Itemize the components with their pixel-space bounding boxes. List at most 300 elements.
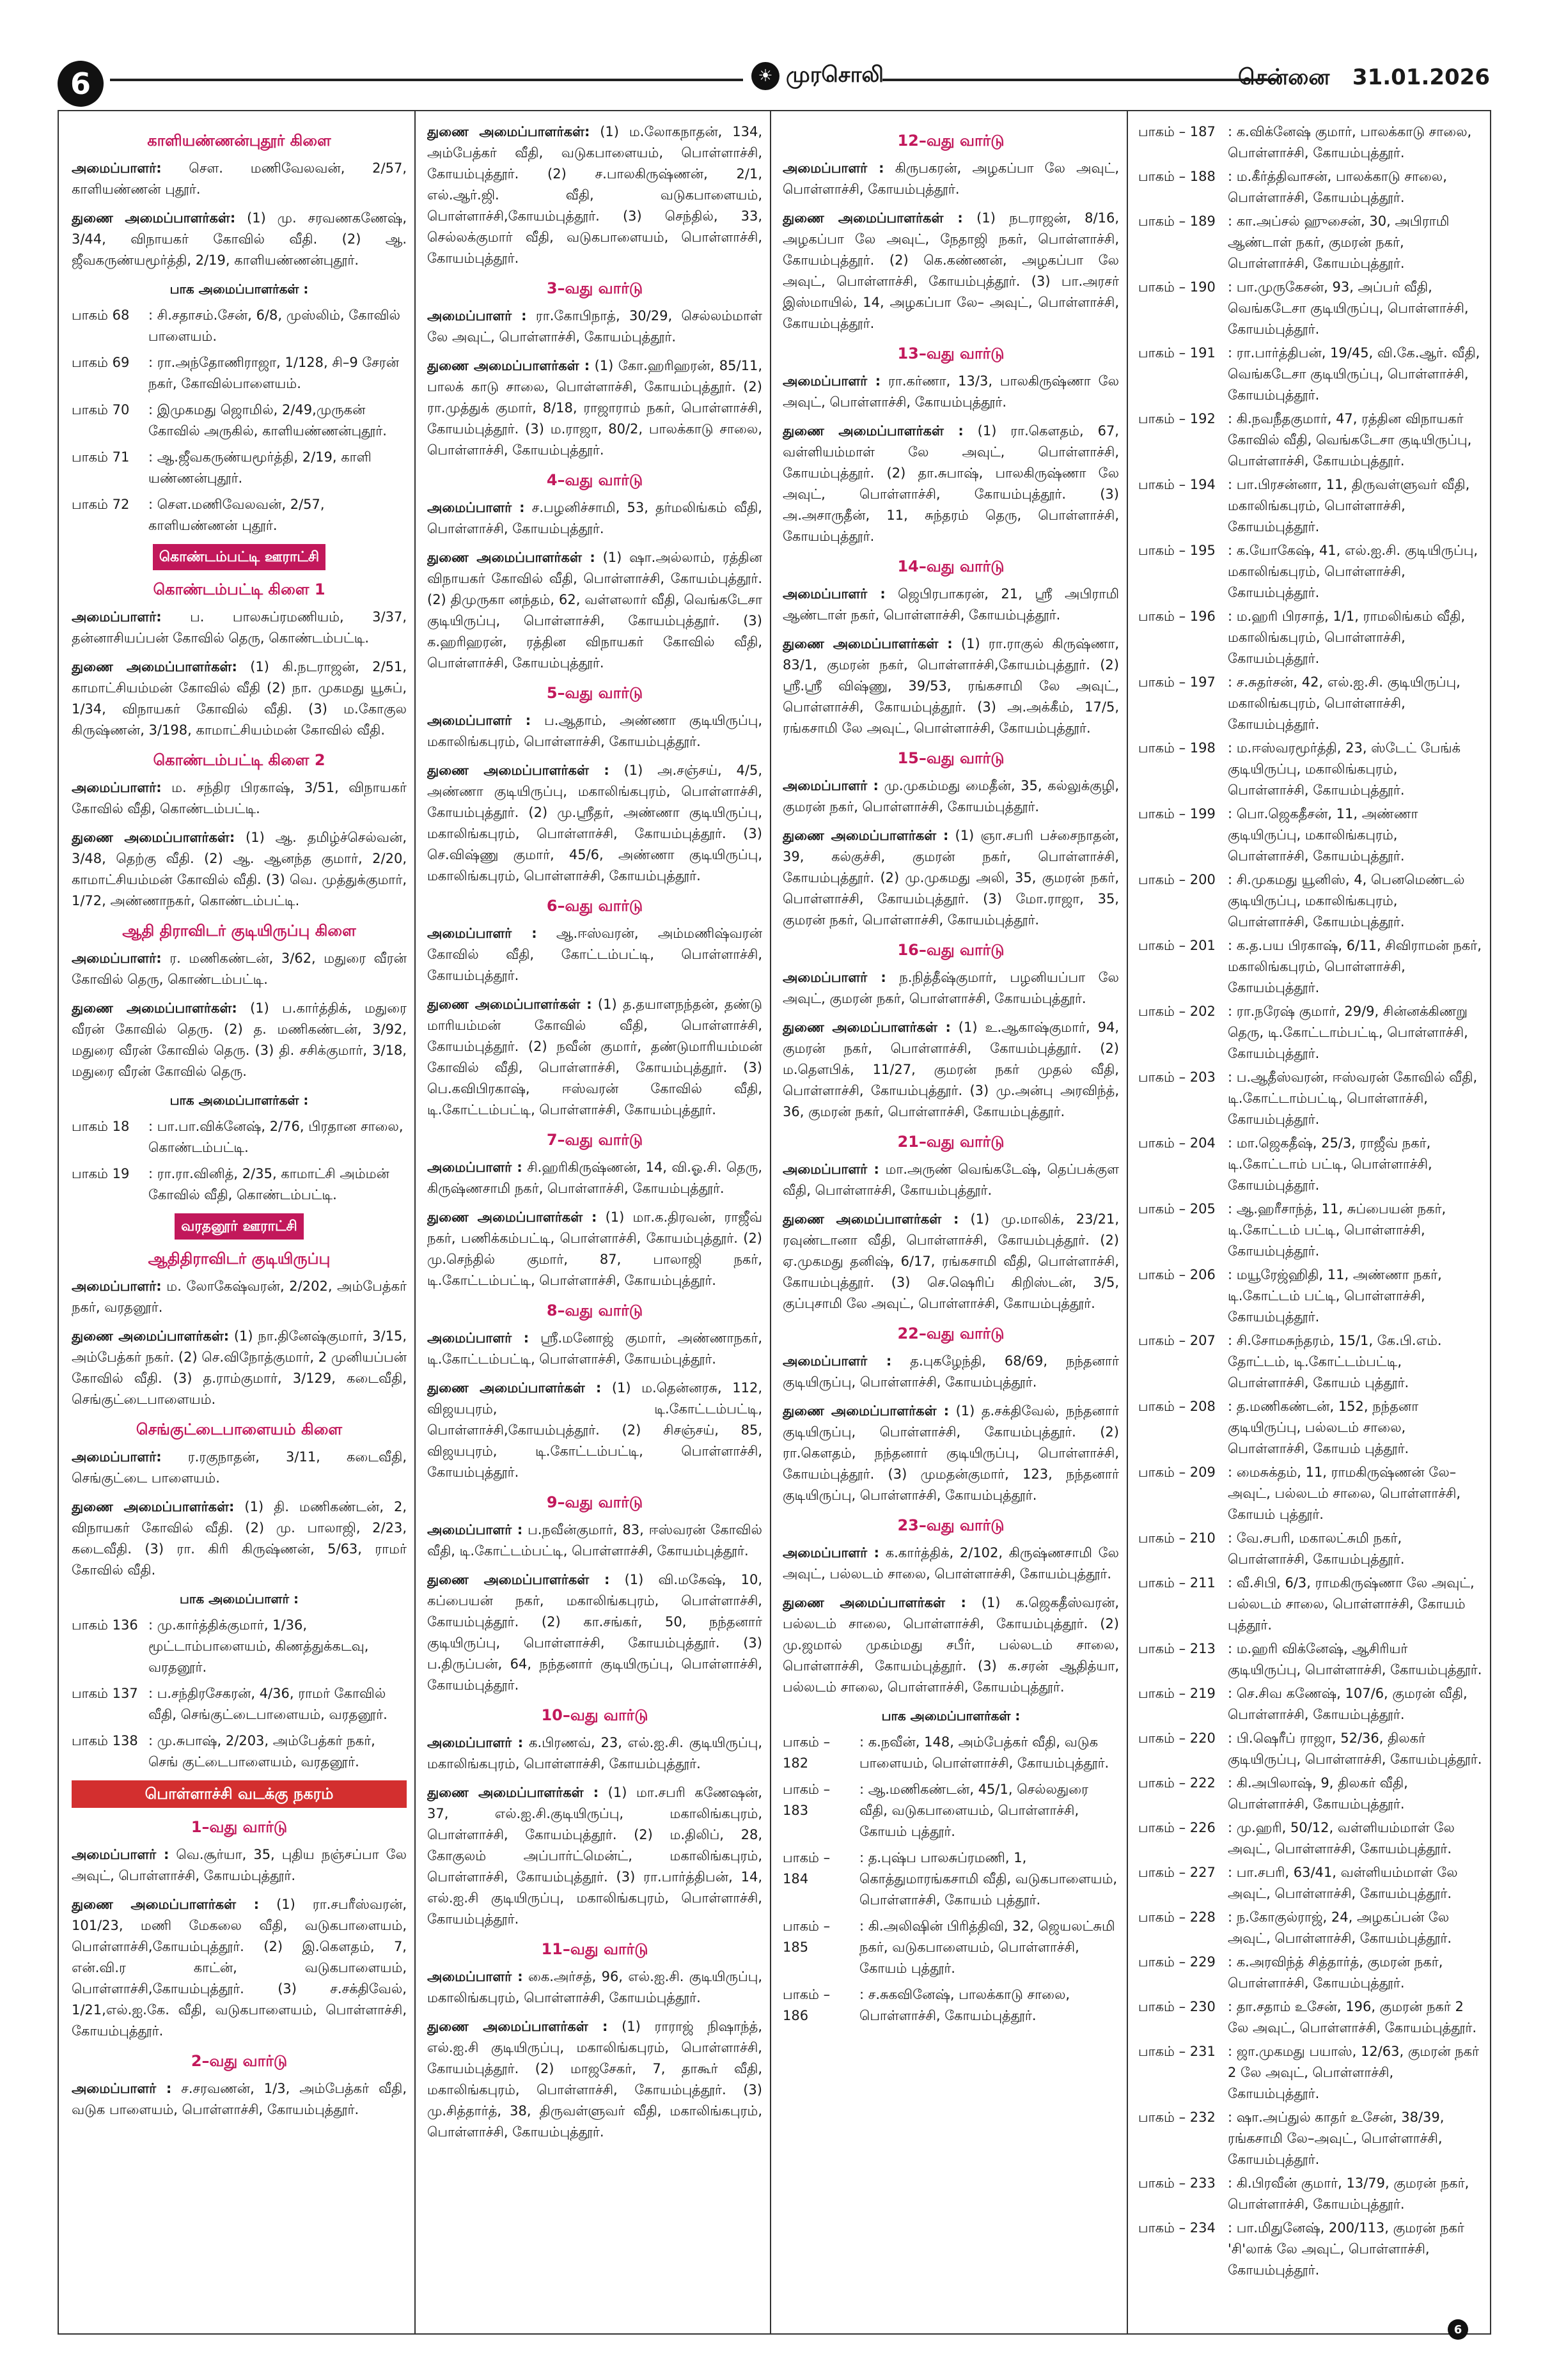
booth-number: பாகம் – 220 xyxy=(1138,1731,1216,1746)
role-label: அமைப்பாளர் : xyxy=(783,160,884,176)
booth-entry xyxy=(1138,738,1482,801)
booth-number: பாகம் 72 xyxy=(72,497,130,512)
entry-text: (1) மா.சபரி கணேஷன், 37, எல்.ஐ.சி.குடியிருப்பு, மகாலிங்கபுரம், பொள்ளாச்சி, கோயம்புத்தூர். (2) ம.திலிப், 28, கோகுலம் அப்பார்ட்மென்ட், மகாலிங்கபுரம், பொள்ளாச்சி, கோயம்புத்தூர். (3) ரா.பார்த்திபன், 14, எல்.ஐ.சி குடியிருப்பு, மகாலிங்கபுரம், பொள்ளாச்சி, கோயம்புத்தூர். xyxy=(427,1785,762,1927)
booth-details: : மா.ஜெகதீஷ், 25/3, ராஜீவ் நகர், டி.கோட்டாம் பட்டி, பொள்ளாச்சி, கோயம்புத்தூர். xyxy=(1228,1135,1432,1193)
booth-entry xyxy=(1138,408,1482,472)
entry-text: (1) வி.மகேஷ், 10, கப்பையன் நகர், மகாலிங்கபுரம், பொள்ளாச்சி, கோயம்புத்தூர். (2) கா.சங்கர், 50, நந்தனார் குடியிருப்பு, பொள்ளாச்சி, கோயம்புத்தூர். (3) ப.திருப்பன், 64, நந்தனார் குடியிருப்பு, பொள்ளாச்சி, கோயம்புத்தூர். xyxy=(427,1572,762,1693)
entry-text: (1) ஞா.சபரி பச்சைநாதன், 39, கல்குச்சி, குமரன் நகர், பொள்ளாச்சி, கோயம்புத்தூர். (2) மு.முகமது அலி, 35, குமரன் நகர், பொள்ளாச்சி, கோயம்புத்தூர். (3) மோ.ராஜா, 35, குமரன் நகர், பொள்ளாச்சி, கோயம்புத்தூர். xyxy=(783,828,1119,928)
section-heading: 23–வது வார்டு xyxy=(897,1516,1005,1534)
entry-text: ச.சரவணன், 1/3, அம்பேத்கர் வீதி, வடுக பாளையம், பொள்ளாச்சி, கோயம்புத்தூர். xyxy=(72,2081,407,2117)
booth-number: பாகம் – 234 xyxy=(1138,2220,1216,2236)
role-label: துணை அமைப்பாளர்கள் : xyxy=(427,997,592,1012)
booth-entry xyxy=(1138,1862,1482,1904)
role-label: அமைப்பாளர் : xyxy=(427,926,537,941)
column-divider xyxy=(414,110,416,2335)
booth-details: : ம.ஹரி பிரசாத், 1/1, ராமலிங்கம் வீதி, மகாலிங்கபுரம், பொள்ளாச்சி, கோயம்புத்தூர். xyxy=(1228,609,1466,666)
booth-entry xyxy=(1138,343,1482,406)
entry-paragraph xyxy=(783,421,1119,547)
subheading: பாக அமைப்பாளர்கள் : xyxy=(169,1093,309,1108)
booth-details: : இமுகமது ஜொமில், 2/49,முருகன் கோவில் அருகில், காளியண்ணன்புதூர். xyxy=(148,402,387,439)
role-label: அமைப்பாளர் : xyxy=(427,1735,524,1750)
entry-paragraph xyxy=(783,967,1119,1009)
section-heading: 22–வது வார்டு xyxy=(897,1325,1005,1342)
booth-entry xyxy=(1138,1528,1482,1570)
role-label: அமைப்பாளர் : xyxy=(783,1545,879,1560)
booth-entry xyxy=(1138,804,1482,867)
booth-entry xyxy=(1138,2107,1482,2170)
entry-text: சௌ. மணிவேலவன், 2/57, காளியண்ணன் புதூர். xyxy=(72,160,407,197)
entry-paragraph xyxy=(427,760,762,887)
booth-details: : மு.சுபாஷ், 2/203, அம்பேத்கர் நகர், செங் குட்டைபாளையம், வரதனூர். xyxy=(148,1733,375,1769)
role-label: அமைப்பாளர் : xyxy=(783,778,879,793)
entry-paragraph xyxy=(72,1276,407,1318)
booth-number: பாகம் – 209 xyxy=(1138,1465,1216,1480)
booth-entry xyxy=(72,447,407,489)
entry-text: ப.நவீன்குமார், 83, ஈஸ்வரன் கோவில் வீதி, டி.கோட்டம்பட்டி, பொள்ளாச்சி, கோயம்புத்தூர். xyxy=(427,1522,762,1559)
entry-text: ந.நித்தீஷ்குமார், பழனியப்பா லே அவுட், குமரன் நகர், பொள்ளாச்சி, கோயம்புத்தூர். xyxy=(783,970,1119,1006)
entry-text: ர.ரகுநாதன், 3/11, கடைவீதி, செங்குட்டை பாளையம். xyxy=(72,1449,407,1486)
entry-text: ச.பழனிச்சாமி, 53, தர்மலிங்கம் வீதி, பொள்ளாச்சி, கோயம்புத்தூர். xyxy=(427,500,762,536)
booth-details: : ஆ.மணிகண்டன், 45/1, செல்லதுரை வீதி, வடுகபாளையம், பொள்ளாச்சி, கோயம் புத்தூர். xyxy=(859,1782,1088,1839)
booth-details: : சி.முகமது யூனிஸ், 4, பெனமெண்டல் குடியிருப்பு, மகாலிங்கபுரம், பொள்ளாச்சி, கோயம்புத்தூர். xyxy=(1228,872,1465,929)
section-heading: செங்குட்டைபாளையம் கிளை xyxy=(136,1420,343,1438)
booth-entry xyxy=(1138,606,1482,669)
booth-details: : தா.சதாம் உசேன், 196, குமரன் நகர் 2 லே அவுட், பொள்ளாச்சி, கோயம்புத்தூர். xyxy=(1228,1999,1477,2035)
role-label: துணை அமைப்பாளர்கள்: xyxy=(72,659,237,674)
column-divider xyxy=(770,110,771,2335)
booth-entry xyxy=(1138,1638,1482,1681)
section-banner: பொள்ளாச்சி வடக்கு நகரம் xyxy=(72,1780,407,1808)
booth-entry xyxy=(72,1683,407,1725)
role-label: அமைப்பாளர்: xyxy=(72,1449,162,1465)
booth-details: : சி.சோமசுந்தரம், 15/1, கே.பி.எம். தோட்டம், டி.கோட்டம்பட்டி, பொள்ளாச்சி, கோயம் புத்தூர். xyxy=(1228,1333,1442,1390)
booth-number: பாகம் – 226 xyxy=(1138,1820,1216,1835)
booth-entry xyxy=(1138,1728,1482,1770)
entry-paragraph xyxy=(783,371,1119,413)
booth-number: பாகம் – 213 xyxy=(1138,1641,1216,1656)
booth-details: : பா.மிதுனேஷ், 200/113, குமரன் நகர் 'சி'லாக் லே அவுட், பொள்ளாச்சி, கோயம்புத்தூர். xyxy=(1228,2220,1464,2278)
entry-paragraph xyxy=(783,1401,1119,1506)
booth-number: பாகம் 137 xyxy=(72,1686,138,1701)
column-2 xyxy=(427,121,762,2321)
booth-number: பாகம் – 229 xyxy=(1138,1954,1216,1970)
booth-details: : செ.சிவ கணேஷ், 107/6, குமரன் வீதி, பொள்ளாச்சி, கோயம்புத்தூர். xyxy=(1228,1686,1468,1722)
entry-paragraph xyxy=(427,1520,762,1562)
section-heading: 11–வது வார்டு xyxy=(541,1940,648,1958)
entry-text: (1) உ.ஆகாஷ்குமார், 94, குமரன் நகர், பொள்ளாச்சி, கோயம்புத்தூர். (2) ம.தௌபிக், 11/27, குமரன் நகர் முதல் வீதி, பொள்ளாச்சி, கோயம்புத்தூர். (3) மு.அன்பு அரவிந்த், 36, குமரன் நகர், பொள்ளாச்சி, கோயம்புத்தூர். xyxy=(783,1020,1119,1119)
role-label: அமைப்பாளர் : xyxy=(427,1160,522,1175)
booth-number: பாகம் 69 xyxy=(72,355,130,370)
booth-number: பாகம் – 204 xyxy=(1138,1135,1216,1151)
role-label: அமைப்பாளர் : xyxy=(783,1353,892,1369)
section-heading: 10–வது வார்டு xyxy=(541,1706,648,1724)
section-heading: 12–வது வார்டு xyxy=(897,132,1005,150)
booth-number: பாகம் – 208 xyxy=(1138,1399,1216,1414)
booth-entry xyxy=(72,1116,407,1158)
entry-text: க.பிரணவ், 23, எல்.ஐ.சி. குடியிருப்பு, மகாலிங்கபுரம், பொள்ளாச்சி, கோயம்புத்தூர். xyxy=(427,1735,762,1771)
booth-number: பாகம் – 211 xyxy=(1138,1575,1216,1591)
header-rule-right xyxy=(882,79,1279,81)
page-header xyxy=(58,61,1490,99)
role-label: அமைப்பாளர் : xyxy=(427,308,527,323)
entry-paragraph xyxy=(783,825,1119,931)
booth-details: : ரா.அந்தோணிராஜா, 1/128, சி–9 சேரன் நகர், கோவில்பாளையம். xyxy=(148,355,400,391)
role-label: அமைப்பாளர் : xyxy=(427,1969,523,1984)
booth-number: பாகம் – 201 xyxy=(1138,938,1216,953)
booth-number: பாகம் – 183 xyxy=(783,1782,831,1818)
booth-entry xyxy=(1138,672,1482,735)
entry-paragraph xyxy=(72,777,407,820)
entry-text: (1) ப.கார்த்திக், மதுரை வீரன் கோவில் தெரு. (2) த. மணிகண்டன், 3/92, மதுரை வீரன் கோவில் தெரு. (3) தி. சசிக்குமார், 3/18, மதுரை வீரன் கோவில் தெரு. xyxy=(72,1000,407,1079)
entry-paragraph xyxy=(427,1328,762,1370)
booth-entry xyxy=(1138,2218,1482,2281)
booth-details: : கி.நவநீதகுமார், 47, ரத்தின விநாயகர் கோவில் வீதி, வெங்கடேசா குடியிருப்பு, பொள்ளாச்சி, கோயம்புத்தூர். xyxy=(1228,411,1472,469)
entry-paragraph xyxy=(427,710,762,752)
entry-paragraph xyxy=(72,1326,407,1410)
booth-entry xyxy=(1138,935,1482,999)
role-label: அமைப்பாளர் : xyxy=(783,373,881,389)
entry-text: ம. சந்திர பிரகாஷ், 3/51, விநாயகர் கோவில் வீதி, கொண்டம்பட்டி. xyxy=(72,780,407,816)
role-label: துணை அமைப்பாளர்கள் : xyxy=(427,1785,599,1800)
booth-details: : ஆ.ஜீவகருண்யமூர்த்தி, 2/19, காளி யண்ணன்புதூர். xyxy=(148,449,372,486)
entry-paragraph xyxy=(72,158,407,200)
role-label: துணை அமைப்பாளர்கள் : xyxy=(427,1380,602,1396)
entry-text: சி.ஹரிகிருஷ்ணன், 14, வி.ஓ.சி. தெரு, கிருஷ்ணசாமி நகர், பொள்ளாச்சி, கோயம்புத்தூர். xyxy=(427,1160,762,1196)
entry-text: (1) நடராஜன், 8/16, அழகப்பா லே அவுட், நேதாஜி நகர், பொள்ளாச்சி, கோயம்புத்தூர். (2) கெ.கண்ணன், அழகப்பா லே அவுட், பொள்ளாச்சி, கோயம்புத்தூர். (3) பா.அரசர் இஸ்மாயில், 14, அழகப்பா லே– அவுட், பொள்ளாச்சி, கோயம்புத்தூர். xyxy=(783,210,1119,331)
role-label: துணை அமைப்பாளர்கள் : xyxy=(783,1211,959,1227)
role-label: அமைப்பாளர் : xyxy=(427,1522,523,1537)
section-heading: ஆதி திராவிடர் குடியிருப்பு கிளை xyxy=(122,922,356,940)
booth-details: : ச.சுகவினேஷ், பாலக்காடு சாலை, பொள்ளாச்சி, கோயம்புத்தூர். xyxy=(859,1987,1070,2023)
entry-text: (1) த.தயாளநந்தன், தண்டு மாரியம்மன் கோவில் வீதி, பொள்ளாச்சி, கோயம்புத்தூர். (2) நவீன் குமார், தண்டுமாரியம்மன் கோவில் வீதி, பொள்ளாச்சி, கோயம்புத்தூர். (3) பெ.கவிபிரகாஷ், ஈஸ்வரன் கோவில் வீதி, டி.கோட்டம்பட்டி, பொள்ளாச்சி, கோயம்புத்தூர். xyxy=(427,997,762,1117)
date: 31.01.2026 xyxy=(1352,65,1490,90)
role-label: துணை அமைப்பாளர்கள் : xyxy=(427,1572,610,1587)
booth-entry xyxy=(1138,2041,1482,2104)
booth-details: : வே.சபரி, மகாலட்சுமி நகர், பொள்ளாச்சி, கோயம்புத்தூர். xyxy=(1228,1530,1405,1567)
section-heading: 16–வது வார்டு xyxy=(897,941,1005,959)
booth-entry xyxy=(72,1163,407,1206)
booth-details: : ப.சந்திரசேகரன், 4/36, ராமர் கோவில் வீதி, செங்குட்டைபாளையம், வரதனூர். xyxy=(148,1686,388,1722)
section-heading: காளியண்ணன்புதூர் கிளை xyxy=(147,132,331,150)
entry-paragraph xyxy=(427,1782,762,1930)
booth-details: : சி.சதாசம்.சேன், 6/8, முஸ்லிம், கோவில் பாளையம். xyxy=(148,307,400,344)
role-label: அமைப்பாளர்: xyxy=(72,160,162,176)
entry-text: வெ.சூர்யா, 35, புதிய நஞ்சப்பா லே அவுட், பொள்ளாச்சி, கோயம்புத்தூர். xyxy=(72,1847,407,1883)
role-label: துணை அமைப்பாளர்கள்: xyxy=(72,1499,235,1514)
booth-number: பாகம் – 219 xyxy=(1138,1686,1216,1701)
entry-text: ம. லோகேஷ்வரன், 2/202, அம்பேத்கர் நகர், வரதனூர். xyxy=(72,1279,407,1315)
rising-sun-logo-icon: ☀ xyxy=(751,62,779,90)
booth-number: பாகம் – 190 xyxy=(1138,279,1216,295)
booth-number: பாகம் – 197 xyxy=(1138,674,1216,690)
section-heading: 3–வது வார்டு xyxy=(546,279,643,297)
section-heading: 7–வது வார்டு xyxy=(546,1131,643,1149)
booth-number: பாகம் – 195 xyxy=(1138,543,1216,558)
entry-text: (1) ஆ. தமிழ்ச்செல்வன், 3/48, தெற்கு வீதி. (2) ஆ. ஆனந்த குமார், 2/20, காமாட்சியம்மன் கோவில் வீதி. (3) வெ. முத்துக்குமார், 1/72, அண்ணாநகர், கொண்டம்பட்டி. xyxy=(72,830,407,908)
header-rule-left xyxy=(110,79,743,81)
section-heading: 14–வது வார்டு xyxy=(897,557,1005,575)
subheading: பாக அமைப்பாளர்கள் : xyxy=(881,1708,1021,1723)
booth-number: பாகம் – 230 xyxy=(1138,1999,1216,2014)
entry-text: (1) அ.சஞ்சய், 4/5, அண்ணா குடியிருப்பு, மகாலிங்கபுரம், பொள்ளாச்சி, கோயம்புத்தூர். (2) மு.ஸ்ரீதர், அண்ணா குடியிருப்பு, மகாலிங்கபுரம், பொள்ளாச்சி, கோயம்புத்தூர். (3) செ.விஷ்ணு குமார், 45/6, அண்ணா குடியிருப்பு, மகாலிங்கபுரம், பொள்ளாச்சி, கோயம்புத்தூர். xyxy=(427,763,762,883)
booth-details: : ஷா.அப்துல் காதர் உசேன், 38/39, ரங்கசாமி லே–அவுட், பொள்ளாச்சி, கோயம்புத்தூர். xyxy=(1228,2110,1445,2167)
section-heading: 4–வது வார்டு xyxy=(546,471,643,489)
booth-details: : க.அரவிந்த் சித்தார்த், குமரன் நகர், பொள்ளாச்சி, கோயம்புத்தூர். xyxy=(1228,1954,1443,1991)
entry-paragraph xyxy=(783,584,1119,626)
booth-entry xyxy=(72,400,407,442)
entry-paragraph xyxy=(72,208,407,271)
role-label: அமைப்பாளர் : xyxy=(427,1330,529,1346)
booth-details: : ஆ.ஹரீசாந்த், 11, சுப்பையன் நகர், டி.கோட்டம் பட்டி, பொள்ளாச்சி, கோயம்புத்தூர். xyxy=(1228,1201,1446,1259)
booth-entry xyxy=(783,1779,1119,1842)
booth-entry xyxy=(1138,1573,1482,1636)
booth-entry xyxy=(1138,540,1482,603)
entry-paragraph xyxy=(72,1894,407,2042)
booth-entry xyxy=(1138,1330,1482,1394)
booth-details: : பா.சபரி, 63/41, வள்ளியம்மாள் லே அவுட், பொள்ளாச்சி, கோயம்புத்தூர். xyxy=(1228,1865,1458,1901)
booth-entry xyxy=(72,494,407,536)
booth-entry xyxy=(1138,121,1482,164)
entry-text: கிருபகரன், அழகப்பா லே அவுட், பொள்ளாச்சி, கோயம்புத்தூர். xyxy=(783,160,1119,197)
booth-entry xyxy=(72,352,407,394)
masthead xyxy=(751,62,884,90)
booth-number: பாகம் – 199 xyxy=(1138,806,1216,821)
role-label: துணை அமைப்பாளர்கள்: xyxy=(427,124,590,139)
entry-paragraph xyxy=(783,634,1119,739)
booth-details: : கா.அப்சல் ஹுசைன், 30, அபிராமி ஆண்டாள் நகர், குமரன் நகர், பொள்ளாச்சி, கோயம்புத்தூர். xyxy=(1228,214,1450,271)
booth-number: பாகம் – 207 xyxy=(1138,1333,1216,1348)
entry-paragraph xyxy=(427,1207,762,1291)
booth-details: : பா.முருகேசன், 93, அப்பர் வீதி, வெங்கடேசா குடியிருப்பு, பொள்ளாச்சி, கோயம்புத்தூர். xyxy=(1228,279,1469,337)
section-heading: 6–வது வார்டு xyxy=(546,897,643,915)
booth-entry xyxy=(1138,1996,1482,2039)
column-1 xyxy=(72,121,407,2321)
booth-number: பாகம் 18 xyxy=(72,1119,130,1134)
entry-text: (1) க.ஜெகதீஸ்வரன், பல்லடம் சாலை, பொள்ளாச்சி, கோயம்புத்தூர். (2) மு.ஜமால் முகம்மது சபீர், பல்லடம் சாலை, பொள்ளாச்சி, கோயம்புத்தூர். (3) க.சரன் ஆதித்யா, பல்லடம் சாலை, பொள்ளாச்சி, கோயம்புத்தூர். xyxy=(783,1595,1119,1695)
booth-entry xyxy=(1138,474,1482,538)
entry-text: (1) ரா.ராகுல் கிருஷ்ணா, 83/1, குமரன் நகர், பொள்ளாச்சி,கோயம்புத்தூர். (2) ஸ்ரீ.ஸ்ரீ விஷ்ணு, 39/53, ரங்கசாமி லே அவுட், பொள்ளாச்சி, கோயம்புத்தூர். (3) அ.அக்கீம், 17/5, ரங்கசாமி லே அவுட், பொள்ளாச்சி, கோயம்புத்தூர். xyxy=(783,636,1119,736)
role-label: அமைப்பாளர்: xyxy=(72,951,162,966)
booth-entry xyxy=(1138,1133,1482,1196)
booth-number: பாகம் – 187 xyxy=(1138,124,1216,139)
role-label: துணை அமைப்பாளர்கள் : xyxy=(427,550,595,565)
booth-entry xyxy=(1138,166,1482,208)
entry-paragraph xyxy=(427,1966,762,2009)
booth-number: பாகம் 68 xyxy=(72,307,130,323)
booth-number: பாகம் – 189 xyxy=(1138,214,1216,229)
entry-paragraph xyxy=(72,1844,407,1886)
section-banner: கொண்டம்பட்டி ஊராட்சி xyxy=(153,544,325,570)
booth-entry xyxy=(72,1615,407,1678)
booth-number: பாகம் – 228 xyxy=(1138,1909,1216,1925)
role-label: துணை அமைப்பாளர்கள்: xyxy=(72,1328,230,1344)
entry-text: ஜெபிரபாகரன், 21, ஸ்ரீ அபிராமி ஆண்டாள் நகர், பொள்ளாச்சி, கோயம்புத்தூர். xyxy=(783,586,1119,623)
entry-text: (1) தி. மணிகண்டன், 2, விநாயகர் கோவில் வீதி. (2) மு. பாலாஜி, 2/23, கடைவீதி. (3) ரா. கிரி கிருஷ்ணன், 5/63, ராமர் கோவில் வீதி. xyxy=(72,1499,407,1578)
booth-details: : ச.சுதர்சன், 42, எல்.ஐ.சி. குடியிருப்பு, மகாலிங்கபுரம், பொள்ளாச்சி, கோயம்புத்தூர். xyxy=(1228,674,1461,732)
entry-text: த.புகழேந்தி, 68/69, நந்தனார் குடியிருப்பு, பொள்ளாச்சி, கோயம்புத்தூர். xyxy=(783,1353,1119,1390)
entry-text: ஆ.ஈஸ்வரன், அம்மணிஷ்வரன் கோவில் வீதி, கோட்டம்பட்டி, பொள்ளாச்சி, கோயம்புத்தூர். xyxy=(427,926,762,983)
booth-details: : பி.ஷெரீப் ராஜா, 52/36, திலகர் குடியிருப்பு, பொள்ளாச்சி, கோயம்புத்தூர். xyxy=(1228,1731,1482,1767)
entry-paragraph xyxy=(72,1497,407,1581)
booth-details: : பா.பா.விக்னேஷ், 2/76, பிரதான சாலை, கொண்டம்பட்டி. xyxy=(148,1119,403,1155)
role-label: துணை அமைப்பாளர்கள் : xyxy=(427,358,590,373)
role-label: துணை அமைப்பாளர்கள் : xyxy=(427,2019,608,2034)
entry-paragraph xyxy=(427,923,762,986)
role-label: துணை அமைப்பாளர்கள் : xyxy=(783,636,953,651)
entry-paragraph xyxy=(783,1017,1119,1123)
booth-details: : ஜா.முகமது பயாஸ், 12/63, குமரன் நகர் 2 லே அவுட், பொள்ளாச்சி, கோயம்புத்தூர். xyxy=(1228,2044,1480,2101)
entry-paragraph xyxy=(72,657,407,741)
booth-details: : பா.பிரசன்னா, 11, திருவள்ளுவர் வீதி, மகாலிங்கபுரம், பொள்ளாச்சி, கோயம்புத்தூர். xyxy=(1228,477,1470,534)
booth-number: பாகம் – 203 xyxy=(1138,1069,1216,1085)
booth-number: பாகம் 138 xyxy=(72,1733,138,1748)
subheading: பாக அமைப்பாளர்கள் : xyxy=(169,281,309,297)
booth-number: பாகம் – 227 xyxy=(1138,1865,1216,1880)
entry-text: (1) த.சக்திவேல், நந்தனார் குடியிருப்பு, பொள்ளாச்சி, கோயம்புத்தூர். (2) ரா.கௌதம், நந்தனார் குடியிருப்பு, பொள்ளாச்சி, கோயம்புத்தூர். (3) முமதன்குமார், 123, நந்தனார் குடியிருப்பு, பொள்ளாச்சி, கோயம்புத்தூர். xyxy=(783,1403,1119,1503)
booth-details: : ம.கீர்த்திவாசன், பாலக்காடு சாலை, பொள்ளாச்சி, கோயம்புத்தூர். xyxy=(1228,169,1447,205)
entry-text: (1) கி.நடராஜன், 2/51, காமாட்சியம்மன் கோவில் வீதி (2) நா. முகமது யூசுப், 1/34, விநாயகர் கோவில் வீதி. (3) ம.கோகுல கிருஷ்ணன், 3/198, காமாட்சியம்மன் கோவில் வீதி. xyxy=(72,659,407,738)
entry-text: ரா.கோபிநாத், 30/29, செல்லம்மாள் லே அவுட், பொள்ளாச்சி, கோயம்புத்தூர். xyxy=(427,308,762,345)
entry-paragraph xyxy=(427,1378,762,1483)
entry-text: ர. மணிகண்டன், 3/62, மதுரை வீரன் கோவில் தெரு, கொண்டம்பட்டி. xyxy=(72,951,407,987)
booth-details: : க.நவீன், 148, அம்பேத்கர் வீதி, வடுக பாளையம், பொள்ளாச்சி, கோயம்புத்தூர். xyxy=(859,1734,1109,1771)
role-label: அமைப்பாளர் : xyxy=(783,970,886,985)
role-label: துணை அமைப்பாளர்கள்: xyxy=(72,830,235,845)
section-heading: கொண்டம்பட்டி கிளை 2 xyxy=(153,751,325,769)
page-number-badge: 6 xyxy=(58,61,104,107)
booth-entry xyxy=(1138,1683,1482,1725)
entry-paragraph xyxy=(72,1447,407,1489)
booth-details: : ப.ஆதீஸ்வரன், ஈஸ்வரன் கோவில் வீதி, டி.கோட்டாம்பட்டி, பொள்ளாச்சி, கோயம்புத்தூர். xyxy=(1228,1069,1478,1127)
booth-number: பாகம் 136 xyxy=(72,1617,138,1633)
section-heading: 8–வது வார்டு xyxy=(546,1302,643,1319)
booth-entry xyxy=(783,1732,1119,1774)
role-label: துணை அமைப்பாளர்கள் : xyxy=(783,423,964,439)
booth-entry xyxy=(1138,1067,1482,1130)
entry-text: ஸ்ரீ.மனோஜ் குமார், அண்ணாநகர், டி.கோட்டம்பட்டி, பொள்ளாச்சி, கோயம்புத்தூர். xyxy=(427,1330,762,1367)
entry-paragraph xyxy=(72,998,407,1082)
entry-text: ப. பாலசுப்ரமணியம், 3/37, தன்னாசியப்பன் கோவில் தெரு, கொண்டம்பட்டி. xyxy=(72,609,407,646)
entry-paragraph xyxy=(427,497,762,540)
entry-paragraph xyxy=(783,775,1119,818)
booth-number: பாகம் – 231 xyxy=(1138,2044,1216,2059)
entry-paragraph xyxy=(783,208,1119,334)
entry-text: (1) மு.மாலிக், 23/21, ரவுண்டானா வீதி, பொள்ளாச்சி, கோயம்புத்தூர். (2) ஏ.முகமது தனிஷ், 6/17, ரங்கசாமி வீதி, பொள்ளாச்சி, கோயம்புத்தூர். (3) செ.ஷெரிப் கிறிஸ்டன், 3/5, குப்புசாமி லே அவுட், பொள்ளாச்சி, கோயம்புத்தூர். xyxy=(783,1211,1119,1311)
entry-paragraph xyxy=(72,607,407,649)
booth-entry xyxy=(1138,1952,1482,1994)
booth-entry xyxy=(1138,1817,1482,1860)
booth-details: : த.புஷ்ப பாலசுப்ரமணி, 1, கொத்துமாரங்கசாமி வீதி, வடுகபாளையம், பொள்ளாச்சி, கோயம் புத்தூர். xyxy=(859,1850,1118,1908)
booth-entry xyxy=(1138,1396,1482,1459)
entry-paragraph xyxy=(427,547,762,674)
footer-page-number: 6 xyxy=(1448,2319,1468,2340)
booth-number: பாகம் – 182 xyxy=(783,1734,831,1771)
booth-entry xyxy=(1138,1264,1482,1328)
section-heading: 1–வது வார்டு xyxy=(191,1818,288,1836)
booth-details: : கி.அலிஷின் பிரித்திவி, 32, ஜெயலட்சுமி நகர், வடுகபாளையம், பொள்ளாச்சி, கோயம் புத்தூர். xyxy=(859,1918,1115,1976)
subheading: பாக அமைப்பாளர் : xyxy=(179,1591,299,1606)
booth-entry xyxy=(72,1731,407,1773)
entry-text: (1) ரா.சபரீஸ்வரன், 101/23, மணி மேகலை வீதி, வடுகபாளையம், பொள்ளாச்சி,கோயம்புத்தூர். (2) இ.கௌதம், 7, என்.வி.ர காட்ன், வடுகபாளையம், பொள்ளாச்சி,கோயம்புத்தூர். (3) ச.சக்திவேல், 1/21,எல்.ஐ.கே. வீதி, வடுகபாளையம், பொள்ளாச்சி, கோயம்புத்தூர். xyxy=(72,1897,407,2039)
booth-details: : ம.ஈஸ்வரமூர்த்தி, 23, ஸ்டேட் பேங்க் குடியிருப்பு, மகாலிங்கபுரம், பொள்ளாச்சி, கோயம்புத்தூர். xyxy=(1228,740,1461,798)
role-label: அமைப்பாளர் : xyxy=(427,713,531,728)
entry-paragraph xyxy=(72,948,407,990)
role-label: அமைப்பாளர்: xyxy=(72,609,162,625)
entry-text: (1) ராராஜ் நிஷாந்த், எல்.ஐ.சி குடியிருப்பு, மகாலிங்கபுரம், பொள்ளாச்சி, கோயம்புத்தூர். (2) மாஜசேகர், 7, தாகூர் வீதி, மகாலிங்கபுரம், பொள்ளாச்சி, கோயம்புத்தூர். (3) மு.சித்தார்த், 38, திருவள்ளுவர் வீதி, மகாலிங்கபுரம், பொள்ளாச்சி, கோயம்புத்தூர். xyxy=(427,2019,762,2140)
booth-details: : கி.அபிலாஷ், 9, திலகர் வீதி, பொள்ளாச்சி, கோயம்புத்தூர். xyxy=(1228,1775,1408,1812)
booth-entry xyxy=(1138,211,1482,274)
booth-details: : ம.ஹரி விக்னேஷ், ஆசிரியர் குடியிருப்பு, பொள்ளாச்சி, கோயம்புத்தூர். xyxy=(1228,1641,1482,1677)
section-heading: கொண்டம்பட்டி கிளை 1 xyxy=(153,580,325,598)
booth-details: : மைசுக்தம், 11, ராமகிருஷ்ணன் லே–அவுட், பல்லடம் சாலை, பொள்ளாச்சி, கோயம் புத்தூர். xyxy=(1228,1465,1461,1522)
role-label: அமைப்பாளர்: xyxy=(72,780,162,795)
entry-paragraph xyxy=(427,355,762,461)
entry-paragraph xyxy=(783,1209,1119,1314)
booth-details: : க.யோகேஷ், 41, எல்.ஐ.சி. குடியிருப்பு, மகாலிங்கபுரம், பொள்ளாச்சி, கோயம்புத்தூர். xyxy=(1228,543,1478,600)
entry-paragraph xyxy=(427,2016,762,2143)
booth-entry xyxy=(1138,1773,1482,1815)
booth-number: பாகம் – 186 xyxy=(783,1987,831,2023)
entry-text: ப.ஆதாம், அண்ணா குடியிருப்பு, மகாலிங்கபுரம், பொள்ளாச்சி, கோயம்புத்தூர். xyxy=(427,713,762,749)
booth-entry xyxy=(783,1847,1119,1911)
booth-details: : ரா.ரா.வினித், 2/35, காமாட்சி அம்மன் கோவில் வீதி, கொண்டம்பட்டி. xyxy=(148,1166,389,1202)
section-heading: 15–வது வார்டு xyxy=(897,749,1005,767)
entry-paragraph xyxy=(783,1351,1119,1393)
booth-number: பாகம் – 196 xyxy=(1138,609,1216,624)
section-heading: 13–வது வார்டு xyxy=(897,345,1005,362)
role-label: அமைப்பாளர் : xyxy=(427,500,525,515)
booth-number: பாகம் – 200 xyxy=(1138,872,1216,887)
entry-paragraph xyxy=(427,306,762,348)
entry-paragraph xyxy=(783,1159,1119,1201)
section-banner: வரதனூர் ஊராட்சி xyxy=(175,1213,304,1240)
booth-details: : சௌ.மணிவேலவன், 2/57, காளியண்ணன் புதூர். xyxy=(148,497,325,533)
entry-paragraph xyxy=(427,1732,762,1775)
booth-details: : த.மணிகண்டன், 152, நந்தனா குடியிருப்பு, பல்லடம் சாலை, பொள்ளாச்சி, கோயம் புத்தூர். xyxy=(1228,1399,1419,1456)
entry-text: (1) கோ.ஹரிஹரன், 85/11, பாலக் காடு சாலை, பொள்ளாச்சி, கோயம்புத்தூர். (2) ரா.முத்துக் குமார், 8/18, ராஜாராம் நகர், பொள்ளாச்சி, கோயம்புத்தூர். (3) ம.ராஜா, 80/2, பாலக்காடு சாலை, பொள்ளாச்சி, கோயம்புத்தூர். xyxy=(427,358,762,458)
booth-number: பாகம் – 222 xyxy=(1138,1775,1216,1791)
booth-number: பாகம் 70 xyxy=(72,402,130,417)
entry-paragraph xyxy=(783,1592,1119,1698)
booth-details: : ந.கோகுல்ராஜ், 24, அழகப்பன் லே அவுட், பொள்ளாச்சி, கோயம்புத்தூர். xyxy=(1228,1909,1452,1946)
column-3 xyxy=(783,121,1119,2321)
booth-number: பாகம் – 202 xyxy=(1138,1004,1216,1019)
booth-number: பாகம் – 194 xyxy=(1138,477,1216,492)
booth-number: பாகம் – 188 xyxy=(1138,169,1216,184)
booth-details: : ரா.நரேஷ் குமார், 29/9, சின்னக்கிணறு தெரு, டி.கோட்டாம்பட்டி, பொள்ளாச்சி, கோயம்புத்தூர். xyxy=(1228,1004,1468,1061)
role-label: துணை அமைப்பாளர்கள் : xyxy=(783,1595,966,1610)
booth-entry xyxy=(72,305,407,347)
booth-entry xyxy=(783,1984,1119,2026)
entry-text: (1) ரா.கௌதம், 67, வள்ளியம்மாள் லே அவுட், பொள்ளாச்சி, கோயம்புத்தூர். (2) தா.சுபாஷ், பாலகிருஷ்ணா லே அவுட், பொள்ளாச்சி, கோயம்புத்தூர். (3) அ.அசாருதீன், 11, சுந்தரம் தெரு, பொள்ளாச்சி, கோயம்புத்தூர். xyxy=(783,423,1119,544)
booth-entry xyxy=(1138,1462,1482,1525)
section-heading: ஆதிதிராவிடர் குடியிருப்பு xyxy=(148,1250,331,1268)
role-label: அமைப்பாளர் : xyxy=(783,586,886,602)
booth-entry xyxy=(1138,869,1482,933)
entry-text: (1) மு. சரவணகணேஷ், 3/44, விநாயகர் கோவில் வீதி. (2) ஆ. ஜீவகருண்யமூர்த்தி, 2/19, காளியண்ணன்புதூர். xyxy=(72,210,407,268)
entry-paragraph xyxy=(783,158,1119,200)
booth-entry xyxy=(1138,2173,1482,2215)
entry-paragraph xyxy=(783,1543,1119,1585)
role-label: துணை அமைப்பாளர்கள்: xyxy=(72,210,236,226)
booth-number: பாகம் – 198 xyxy=(1138,740,1216,756)
role-label: துணை அமைப்பாளர்கள் : xyxy=(783,210,963,226)
role-label: துணை அமைப்பாளர்கள் : xyxy=(72,1897,260,1912)
entry-paragraph xyxy=(427,121,762,269)
booth-details: : வீ.சிபி, 6/3, ராமகிருஷ்ணா லே அவுட், பல்லடம் சாலை, பொள்ளாச்சி, கோயம் புத்தூர். xyxy=(1228,1575,1475,1633)
booth-number: பாகம் – 192 xyxy=(1138,411,1216,426)
section-heading: 2–வது வார்டு xyxy=(191,2052,288,2070)
